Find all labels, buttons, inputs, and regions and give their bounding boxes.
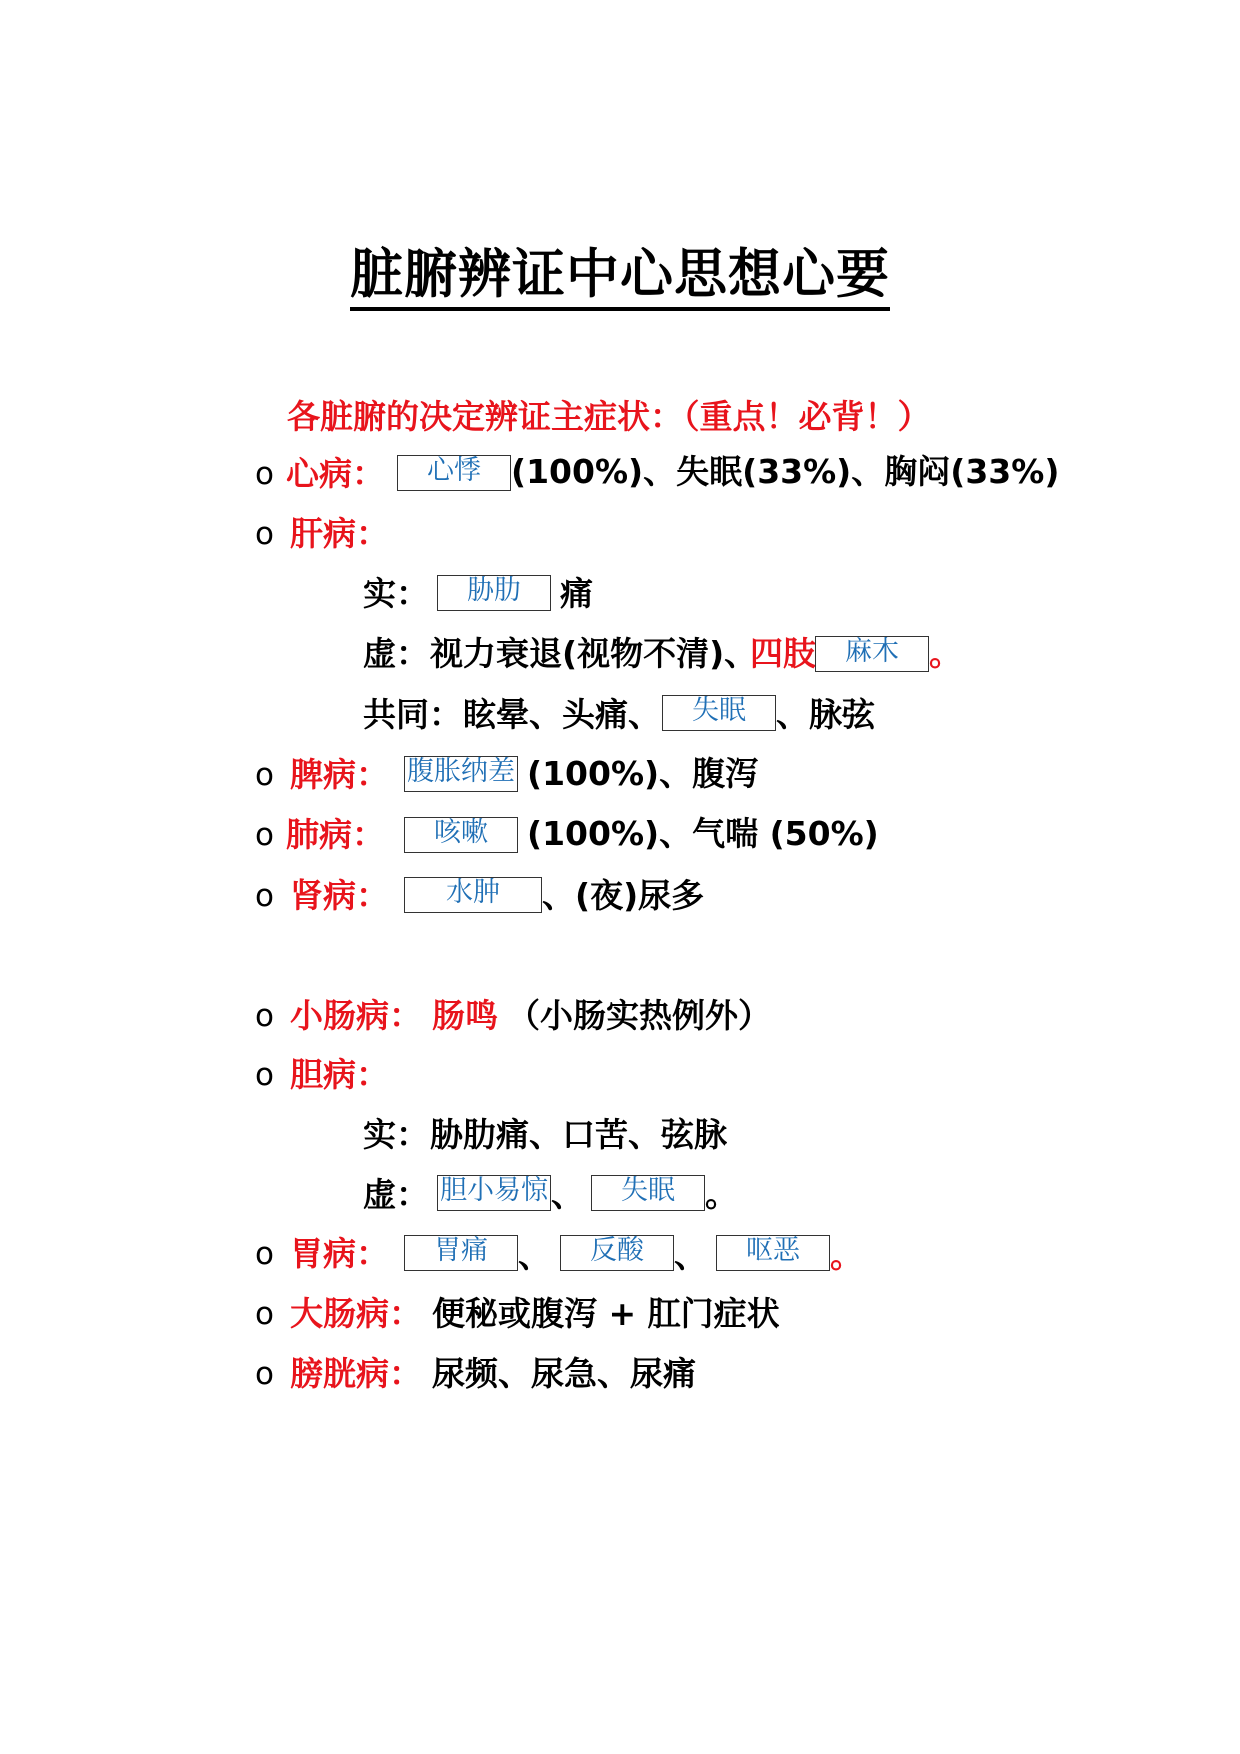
bladder-text: 尿频、尿急、尿痛 [432, 1354, 696, 1393]
gallbladder-xu-blank2[interactable]: 失眠 [591, 1175, 705, 1211]
gallbladder-xu-end: 。 [705, 1175, 738, 1214]
liver-label: 肝病： [290, 514, 389, 553]
stomach-blank2[interactable]: 反酸 [560, 1235, 674, 1271]
gallbladder-shi-label: 实： [363, 1115, 429, 1154]
liver-common-label: 共同： [363, 695, 462, 734]
liver-shi-rest: 痛 [560, 574, 593, 613]
small-intestine-label: 小肠病： [290, 996, 422, 1035]
bullet: o [255, 998, 274, 1034]
heart-label: 心病： [286, 454, 385, 493]
small-intestine-red: 肠鸣 [432, 996, 498, 1035]
spleen-rest: (100%)、腹泻 [527, 754, 759, 793]
liver-shi-label: 实： [363, 574, 429, 613]
bullet: o [255, 757, 274, 793]
bladder-label: 膀胱病： [290, 1354, 422, 1393]
spleen-blank[interactable]: 腹胀纳差 [404, 756, 518, 792]
stomach-label: 胃病： [290, 1234, 389, 1273]
gallbladder-xu-sep: 、 [551, 1175, 584, 1214]
page-title [0, 232, 1240, 308]
lung-rest: (100%)、气喘 (50%) [527, 814, 879, 853]
kidney-blank[interactable]: 水肿 [404, 877, 542, 913]
page-title-text: 脏腑辨证中心思想心要 [350, 244, 890, 311]
liver-common-rest: 、脉弦 [776, 695, 875, 734]
liver-xu-red: 四肢 [750, 634, 816, 673]
gallbladder-label: 胆病： [290, 1055, 389, 1094]
bullet: o [255, 1296, 274, 1332]
stomach-sep1: 、 [518, 1236, 551, 1275]
subtitle: 各脏腑的决定辨证主症状：（重点！必背！） [287, 397, 931, 436]
lung-blank[interactable]: 咳嗽 [404, 817, 518, 853]
liver-xu-text: 视力衰退(视物不清)、 [430, 634, 758, 673]
bullet: o [255, 1356, 274, 1392]
kidney-label: 肾病： [290, 876, 389, 915]
heart-blank[interactable]: 心悸 [397, 455, 511, 491]
lung-label: 肺病： [286, 815, 385, 854]
heart-rest: (100%)、失眠(33%)、胸闷(33%) [511, 452, 1060, 491]
liver-xu-blank[interactable]: 麻木 [815, 636, 929, 672]
bullet: o [255, 817, 274, 853]
liver-common-blank[interactable]: 失眠 [662, 695, 776, 731]
stomach-end: 。 [830, 1236, 863, 1275]
liver-xu-label: 虚： [363, 634, 429, 673]
bullet: o [255, 1057, 274, 1093]
large-intestine-label: 大肠病： [290, 1294, 422, 1333]
kidney-rest: 、(夜)尿多 [542, 876, 705, 915]
gallbladder-xu-blank1[interactable]: 胆小易惊 [437, 1175, 551, 1211]
bullet: o [255, 1236, 274, 1272]
gallbladder-shi-text: 胁肋痛、口苦、弦脉 [430, 1115, 727, 1154]
liver-common-text: 眩晕、头痛、 [463, 695, 661, 734]
small-intestine-rest: （小肠实热例外） [507, 996, 771, 1035]
spleen-label: 脾病： [290, 755, 389, 794]
stomach-blank1[interactable]: 胃痛 [404, 1235, 518, 1271]
bullet: o [255, 878, 274, 914]
gallbladder-xu-label: 虚： [363, 1175, 429, 1214]
stomach-sep2: 、 [674, 1236, 707, 1275]
liver-xu-end: 。 [929, 634, 962, 673]
bullet: o [255, 516, 274, 552]
liver-shi-blank[interactable]: 胁肋 [437, 575, 551, 611]
bullet: o [255, 456, 274, 492]
stomach-blank3[interactable]: 呕恶 [716, 1235, 830, 1271]
large-intestine-text: 便秘或腹泻 + 肛门症状 [432, 1294, 780, 1333]
